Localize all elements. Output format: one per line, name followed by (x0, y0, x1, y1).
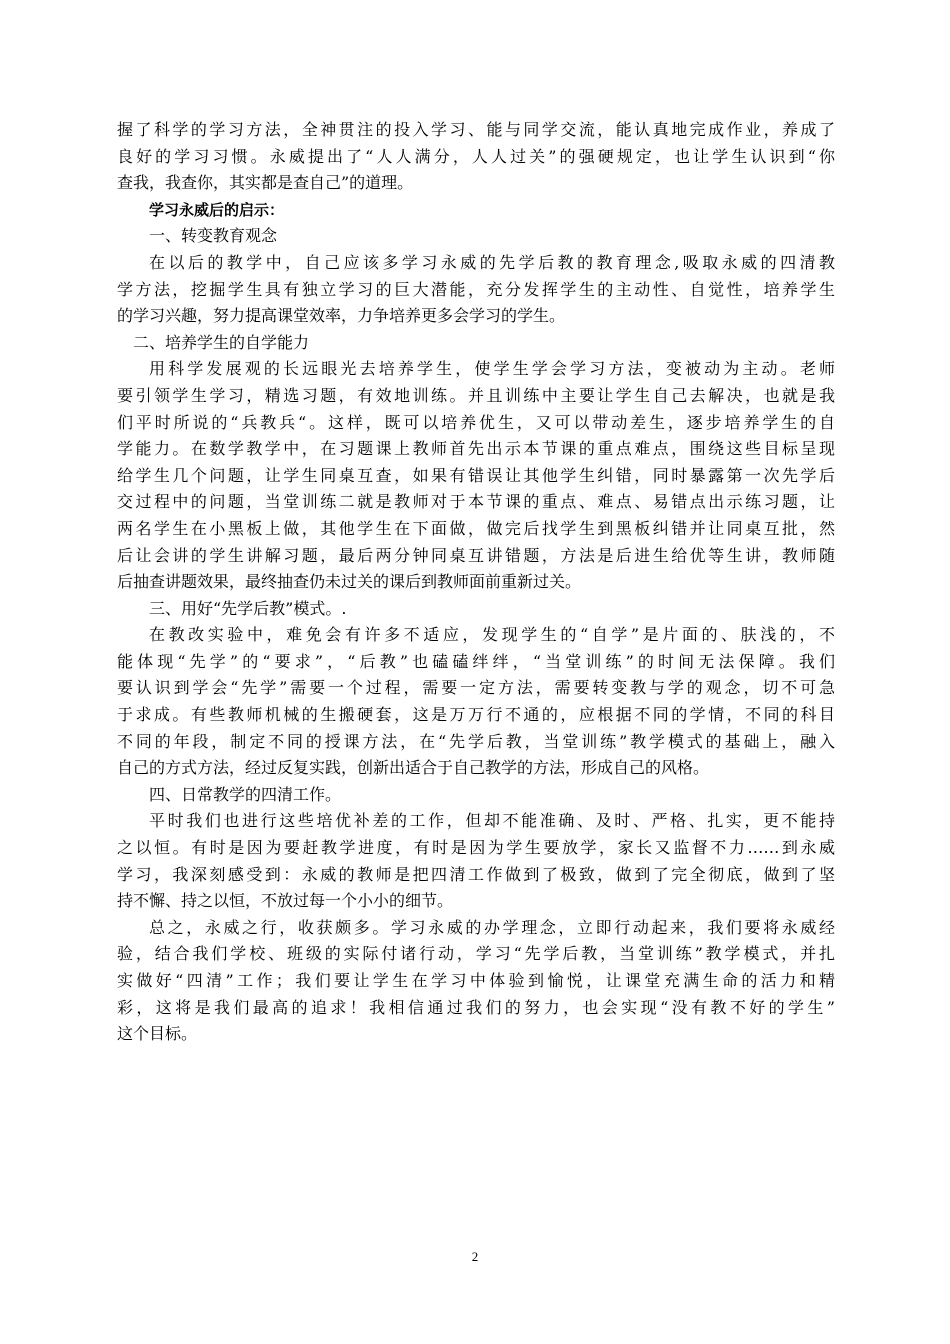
text-line: 学能力。在数学教学中，在习题课上教师首先出示本节课的重点难点，围绕这些目标呈现 (117, 439, 835, 459)
text-line: 自己的方式方法，经过反复实践，创新出适合于自己教学的方法，形成自己的风格。 (117, 758, 710, 778)
document-body (117, 117, 835, 1048)
text-line: 查我，我查你，其实都是查自己”的道理。 (117, 173, 414, 193)
page-number: 2 (471, 1249, 479, 1264)
text-line: 在以后的教学中，自己应该多学习永威的先学后教的教育理念,吸取永威的四清教 (149, 252, 835, 272)
text-line: 握了科学的学习方法，全神贯注的投入学习、能与同学交流，能认真地完成作业，养成了 (117, 120, 835, 139)
text-line: 彩，这将是我们最高的追求！我相信通过我们的努力，也会实现“没有教不好的学生” (117, 997, 835, 1017)
text-line: 验，结合我们学校、班级的实际付诸行动，学习“先学后教，当堂训练”教学模式，并扎 (117, 944, 835, 964)
text-line: 在教改实验中，难免会有许多不适应，发现学生的“自学”是片面的、肤浅的，不 (149, 625, 835, 645)
text-line: 要认识到学会“先学”需要一个过程，需要一定方法，需要转变教与学的观念，切不可急 (117, 678, 835, 698)
text-line: 交过程中的问题，当堂训练二就是教师对于本节课的重点、难点、易错点出示练习题，让 (117, 492, 835, 512)
text-line: 平时我们也进行这些培优补差的工作，但却不能准确、及时、严格、扎实，更不能持 (149, 811, 835, 831)
text-line: 学方法，挖掘学生具有独立学习的巨大潜能，充分发挥学生的主动性、自觉性，培养学生 (117, 279, 835, 299)
text-line: 后让会讲的学生讲解习题，最后两分钟同桌互讲错题，方法是后进生给优等生讲，教师随 (117, 545, 835, 565)
text-line: 两名学生在小黑板上做，其他学生在下面做，做完后找学生到黑板纠错并让同桌互批，然 (117, 518, 835, 538)
text-line: 良好的学习习惯。永威提出了“人人满分，人人过关”的强硬规定，也让学生认识到“你 (117, 146, 835, 166)
text-line: 一、转变教育观念 (149, 226, 278, 246)
text-line: 实做好“四清”工作；我们要让学生在学习中体验到愉悦，让课堂充满生命的活力和精 (117, 971, 835, 990)
text-line: 的学习兴趣，努力提高课堂效率，力争培养更多会学习的学生。 (117, 306, 566, 326)
text-line: 之以恒。有时是因为要赶教学进度，有时是因为学生要放学，家长又监督不力……到永威 (117, 838, 835, 858)
text-line: 给学生几个问题，让学生同桌互查，如果有错误让其他学生纠错，同时暴露第一次先学后 (117, 465, 835, 485)
text-line: 要引领学生学习，精选习题，有效地训练。并且训练中主要让学生自己去解决，也就是我 (117, 385, 835, 405)
text-line: 三、用好“先学后教”模式。. (149, 598, 347, 618)
text-line: 后抽查讲题效果，最终抽查仍未过关的课后到教师面前重新过关。 (117, 572, 582, 592)
text-line: 于求成。有些教师机械的生搬硬套，这是万万行不通的，应根据不同的学情，不同的科目 (117, 705, 835, 725)
text-line: 四、日常教学的四清工作。 (149, 784, 342, 804)
text-line: 总之，永威之行，收获颇多。学习永威的办学理念，立即行动起来，我们要将永威经 (149, 917, 835, 937)
section-heading: 学习永威后的启示： (149, 200, 285, 219)
text-line: 能体现“先学”的“要求”，“后教”也磕磕绊绊，“当堂训练”的时间无法保障。我们 (117, 651, 835, 671)
text-line: 不同的年段，制定不同的授课方法，在“先学后教，当堂训练”教学模式的基础上，融入 (117, 731, 835, 751)
text-line: 用科学发展观的长远眼光去培养学生，使学生学会学习方法，变被动为主动。老师 (149, 359, 835, 379)
text-line: 二、培养学生的自学能力 (133, 332, 310, 352)
text-line: 学习，我深刻感受到：永威的教师是把四清工作做到了极致，做到了完全彻底，做到了坚 (117, 864, 835, 884)
text-line: 持不懈、持之以恒，不放过每一个小小的细节。 (117, 891, 454, 911)
text-line: 们平时所说的“兵教兵“。这样，既可以培养优生，又可以带动差生，逐步培养学生的自 (117, 412, 835, 432)
text-line: 这个目标。 (117, 1024, 198, 1044)
